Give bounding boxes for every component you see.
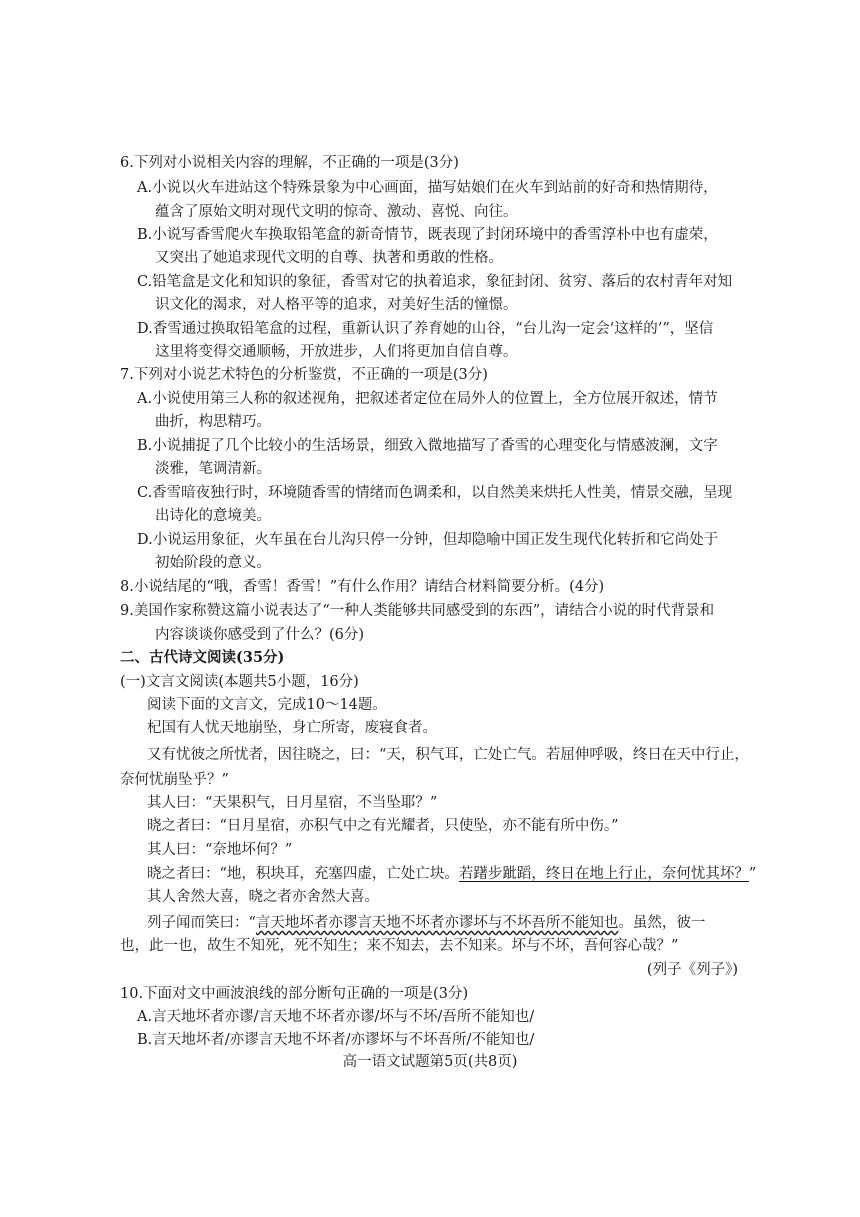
q6-option-d-line1: D.香雪通过换取铅笔盒的过程，重新认识了养育她的山谷，“台儿沟一定会‘这样的’”，坚信 (137, 321, 714, 337)
reading-instruction: 阅读下面的文言文，完成10～14题。 (147, 697, 387, 713)
passage-paragraph-8-tail: 。虽然，彼一 (618, 915, 706, 931)
passage-paragraph-6 (147, 864, 756, 884)
question-7-stem: 7.下列对小说艺术特色的分析鉴赏，不正确的一项是(3分) (120, 367, 488, 383)
passage-paragraph-8-line1 (147, 913, 705, 933)
passage-paragraph-8-intro: 列子闻而笑曰：“ (147, 915, 256, 931)
section-heading: 二、古代诗文阅读(35分) (120, 649, 285, 666)
question-6-stem: 6.下列对小说相关内容的理解，不正确的一项是(3分) (120, 155, 459, 171)
q10-option-a: A.言天地坏者亦谬/言天地不坏者亦谬/坏与不坏/吾所不能知也/ (137, 1009, 535, 1025)
passage-paragraph-6-part1: 晓之者曰：“地，积块耳，充塞四虚，亡处亡块。 (147, 866, 459, 882)
q6-option-a-line1: A.小说以火车进站这个特殊景象为中心画面，描写姑娘们在火车到站前的好奇和热情期待， (137, 180, 718, 196)
q6-option-a-line2: 蕴含了原始文明对现代文明的惊奇、激动、喜悦、向往。 (155, 204, 518, 220)
passage-paragraph-8-line2: 也，此一也，故生不知死，死不知生；来不知去，去不知来。坏与不坏，吾何容心哉？” (120, 938, 679, 954)
question-10-stem: 10.下面对文中画波浪线的部分断句正确的一项是(3分) (120, 986, 469, 1002)
page-footer: 高一语文试题第5页(共8页) (342, 1054, 518, 1070)
passage-paragraph-4: 晓之者曰：“日月星宿，亦积气中之有光耀者，只使坠，亦不能有所中伤。” (147, 818, 619, 834)
underlined-sentence: 若躇步跐蹈，终日在地上行止，奈何忧其坏？ (458, 866, 749, 882)
passage-paragraph-2-line1: 又有忧彼之所忧者，因往晓之，曰：“天，积气耳，亡处亡气。若屈伸呼吸，终日在天中行止， (147, 747, 749, 763)
q7-option-a-line2: 曲折，构思精巧。 (155, 414, 271, 430)
q7-option-b-line1: B.小说捕捉了几个比较小的生活场景，细致入微地描写了香雪的心理变化与情感波澜，文字 (137, 438, 718, 454)
q7-option-c-line2: 出诗化的意境美。 (155, 508, 271, 524)
q7-option-a-line1: A.小说使用第三人称的叙述视角，把叙述者定位在局外人的位置上，全方位展开叙述，情节 (137, 391, 718, 407)
passage-paragraph-2-line2: 奈何忧崩坠乎？” (120, 772, 229, 788)
q7-option-d-line1: D.小说运用象征，火车虽在台儿沟只停一分钟，但却隐喻中国正发生现代化转折和它尚处于 (137, 532, 719, 548)
passage-paragraph-5: 其人曰：“奈地坏何？” (147, 842, 293, 858)
passage-source: (列子《列子》) (646, 962, 738, 978)
q10-option-b: B.言天地坏者/亦谬言天地不坏者/亦谬坏与不坏吾所/不能知也/ (137, 1032, 535, 1048)
q7-option-c-line1: C.香雪暗夜独行时，环境随香雪的情绪而色调柔和，以自然美来烘托人性美，情景交融，呈现 (137, 485, 733, 501)
q6-option-c-line1: C.铅笔盒是文化和知识的象征，香雪对它的执着追求，象征封闭、贫穷、落后的农村青年对知 (137, 274, 733, 290)
q6-option-c-line2: 识文化的渴求，对人格平等的追求，对美好生活的憧憬。 (155, 297, 518, 313)
q6-option-b-line1: B.小说写香雪爬火车换取铅笔盒的新奇情节，既表现了封闭环境中的香雪淳朴中也有虚荣， (137, 227, 718, 243)
question-9-line1: 9.美国作家称赞这篇小说表达了“一种人类能够共同感受到的东西”，请结合小说的时代背景和 (120, 603, 715, 619)
wavy-underlined-sentence: 言天地坏者亦谬言天地不坏者亦谬坏与不坏吾所不能知也 (255, 915, 619, 931)
passage-paragraph-3: 其人曰：“天果积气，日月星宿，不当坠耶？” (147, 795, 438, 811)
q6-option-b-line2: 又突出了她追求现代文明的自尊、执著和勇敢的性格。 (155, 250, 503, 266)
q7-option-d-line2: 初始阶段的意义。 (155, 555, 271, 571)
passage-paragraph-7: 其人舍然大喜，晓之者亦舍然大喜。 (147, 889, 379, 905)
passage-paragraph-1: 杞国有人忧天地崩坠，身亡所寄，废寝食者。 (147, 720, 437, 736)
q7-option-b-line2: 淡雅，笔调清新。 (155, 461, 271, 477)
question-8: 8.小说结尾的“哦，香雪！香雪！”有什么作用？请结合材料简要分析。(4分) (120, 579, 605, 595)
q6-option-d-line2: 这里将变得交通顺畅，开放进步，人们将更加自信自尊。 (155, 344, 518, 360)
passage-paragraph-6-end: ” (748, 866, 757, 882)
subsection-heading: (一)文言文阅读(本题共5小题，16分) (120, 674, 359, 690)
question-9-line2: 内容谈谈你感受到了什么？(6分) (155, 627, 365, 643)
